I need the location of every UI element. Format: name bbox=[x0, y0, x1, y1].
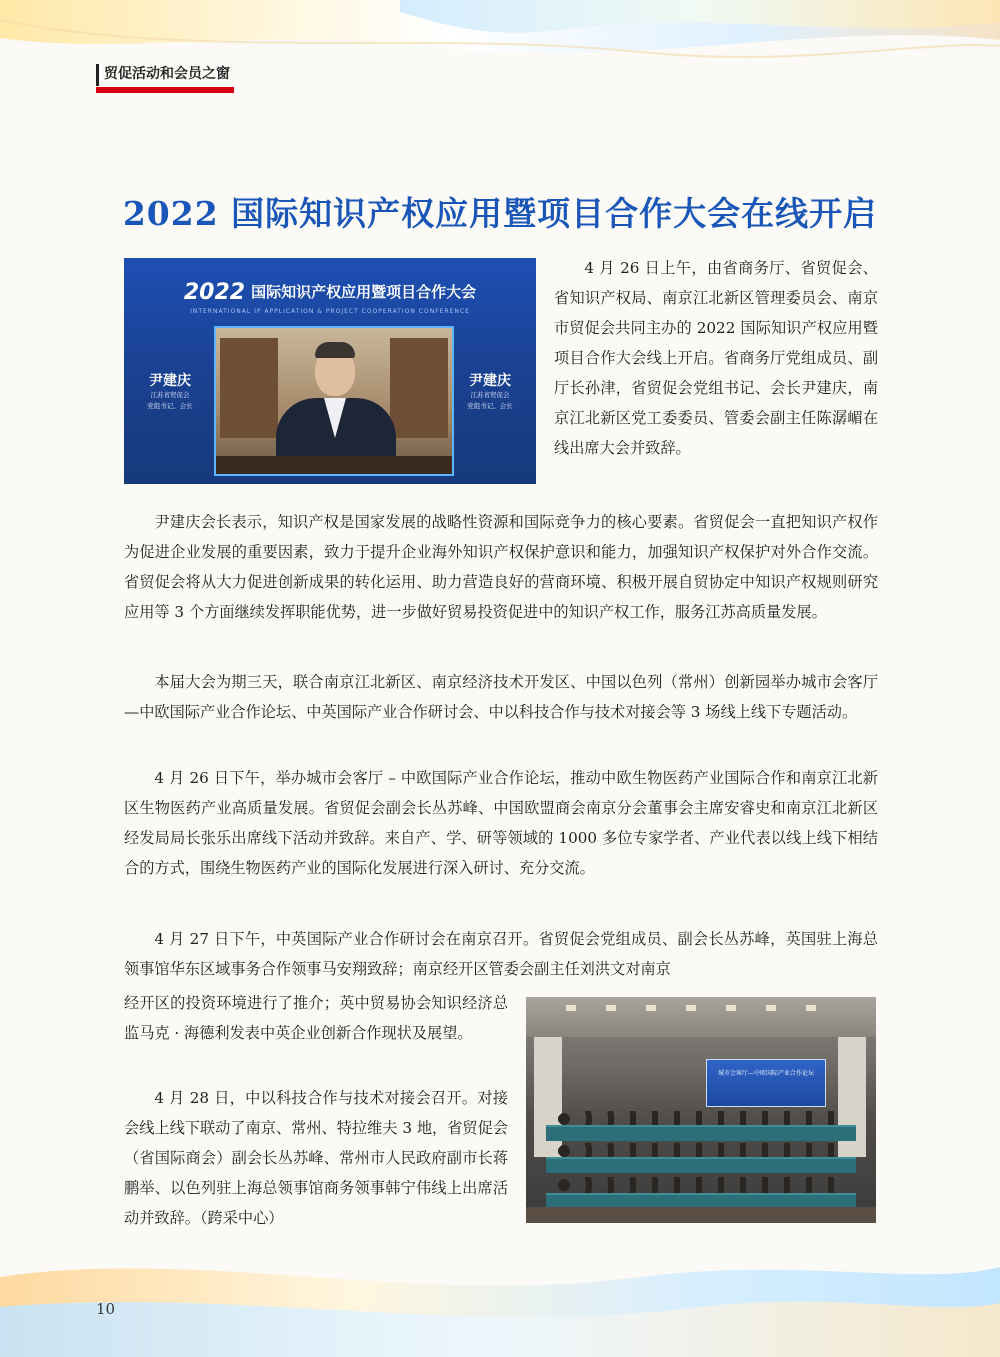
speaker-name-left: 尹建庆 bbox=[149, 373, 191, 389]
photo-screen-text: 城市会客厅—中欧国际产业合作论坛 bbox=[717, 1070, 814, 1077]
photo-audience-row bbox=[556, 1177, 846, 1193]
bookshelf-left bbox=[220, 338, 278, 438]
section-underline bbox=[96, 87, 234, 93]
speaker-title-left-2: 党组书记、会长 bbox=[147, 402, 193, 410]
video-still-image bbox=[124, 258, 536, 484]
conference-photo bbox=[526, 997, 876, 1223]
page-number: 10 bbox=[96, 1300, 116, 1318]
video-banner-title bbox=[124, 280, 536, 305]
photo-lights bbox=[566, 1005, 826, 1011]
photo-carpet bbox=[526, 1207, 876, 1223]
speaker-title-right-1: 江苏省贸促会 bbox=[470, 391, 510, 399]
section-label-text: 贸促活动和会员之窗 bbox=[104, 66, 230, 82]
paragraph-2: 尹建庆会长表示，知识产权是国家发展的战略性资源和国际竞争力的核心要素。省贸促会一直把知识产权作为促进企业发展的重要因素，致力于提升企业海外知识产权保护意识和能力，加强知识产权保护对外合作交流。省贸促会将从大力促进创新成果的转化运用、助力营造良好的营商环境、积极开展自贸协定中知识产权规则研究应用等 3 个方面继续发挥职能优势，进一步做好贸易投资促进中的知识产权工作，服务江苏高质量发展。 bbox=[124, 513, 878, 621]
photo-table-row bbox=[546, 1125, 856, 1141]
paragraph-3: 本届大会为期三天，联合南京江北新区、南京经济技术开发区、中国以色列（常州）创新园举办城市会客厅—中欧国际产业合作论坛、中英国际产业合作研讨会、中以科技合作与技术对接会等 3 场线上线下专题活动。 bbox=[124, 673, 878, 721]
speaker-desk bbox=[216, 456, 452, 474]
photo-table-row bbox=[546, 1157, 856, 1173]
section-label-bar bbox=[96, 64, 99, 86]
photo-ceiling bbox=[526, 997, 876, 1037]
video-banner-year: 2022 bbox=[183, 280, 246, 305]
paragraph-1: 4 月 26 日上午，由省商务厅、省贸促会、省知识产权局、南京江北新区管理委员会、南京市贸促会共同主办的 2022 国际知识产权应用暨项目合作大会线上开启。省商务厅党组成员、副厅长孙津，省贸促会党组书记、会长尹建庆，南京江北新区党工委委员、管委会副主任陈潺嵋在线出席大会并致辞。 bbox=[554, 259, 878, 457]
speaker-video-frame bbox=[214, 326, 454, 476]
speaker-title-right-2: 党组书记、会长 bbox=[467, 402, 513, 410]
bookshelf-right bbox=[390, 338, 448, 438]
speaker-caption-left bbox=[130, 370, 210, 412]
speaker-title-left-1: 江苏省贸促会 bbox=[150, 391, 190, 399]
bottom-wave-decoration bbox=[0, 1237, 1000, 1357]
video-banner-subtitle: INTERNATIONAL IP APPLICATION & PROJECT COOPERATION CONFERENCE bbox=[190, 308, 470, 315]
paragraph-6: 4 月 28 日，中以科技合作与技术对接会召开。对接会线上线下联动了南京、常州、特拉维夫 3 地，省贸促会（省国际商会）副会长丛苏峰、常州市人民政府副市长蒋鹏举、以色列驻上海总领事馆商务领事韩宁伟线上出席活动并致辞。（跨采中心） bbox=[124, 1089, 508, 1227]
speaker-hair bbox=[315, 342, 355, 358]
paragraph-5: 4 月 27 日下午，中英国际产业合作研讨会在南京召开。省贸促会党组成员、副会长丛苏峰，英国驻上海总领事馆华东区域事务合作领事马安翔致辞；南京经开区管委会副主任刘洪文对南京 bbox=[124, 930, 878, 978]
article-title: 2022 国际知识产权应用暨项目合作大会在线开启 bbox=[122, 194, 878, 233]
speaker-caption-right bbox=[450, 370, 530, 412]
paragraph-4: 4 月 26 日下午，举办城市会客厅 – 中欧国际产业合作论坛，推动中欧生物医药产业国际合作和南京江北新区生物医药产业高质量发展。省贸促会副会长丛苏峰、中国欧盟商会南京分会董事会主席安睿史和南京江北新区经发局局长张乐出席线下活动并致辞。来自产、学、研等领域的 1000 多位专家学者、产业代表以线上线下相结合的方式，围绕生物医药产业的国际化发展进行深入研讨、充分交流。 bbox=[124, 769, 878, 877]
paragraph-5-continued: 经开区的投资环境进行了推介；英中贸易协会知识经济总监马克 · 海德利发表中英企业创新合作现状及展望。 bbox=[124, 994, 508, 1042]
speaker-name-right: 尹建庆 bbox=[469, 373, 511, 389]
section-label bbox=[96, 64, 230, 86]
video-banner-text: 国际知识产权应用暨项目合作大会 bbox=[251, 283, 477, 301]
photo-stage-screen bbox=[706, 1059, 826, 1107]
